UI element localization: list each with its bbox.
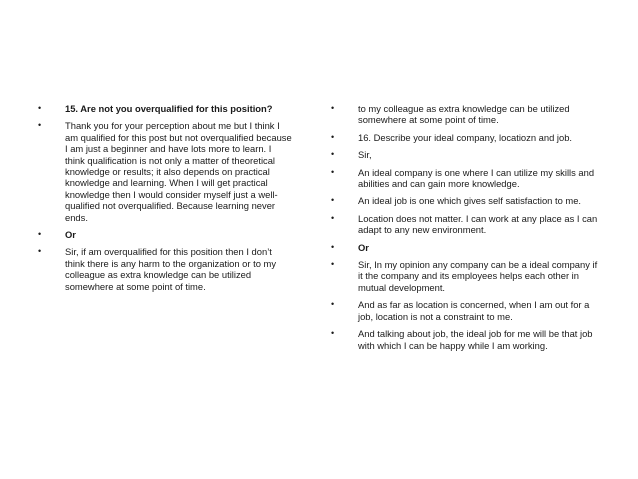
list-item	[331, 132, 603, 143]
bullet-icon: •	[331, 149, 335, 160]
bullet-icon: •	[331, 103, 335, 113]
list-item	[38, 246, 293, 292]
answer-text: Location does not matter. I can work at any place as I can adapt to any new environment.	[358, 212, 598, 236]
left-bullet-list	[38, 103, 293, 292]
list-item	[38, 120, 293, 223]
list-item	[331, 195, 603, 206]
list-item	[331, 149, 603, 160]
answer-text: Sir, if am overqualified for this position then I don’t think there is any harm to the organization or to my colleague as extra knowledge can be utilized somewhere at some point of time.	[65, 246, 277, 292]
list-item	[331, 328, 603, 351]
bullet-icon: •	[331, 259, 335, 270]
bullet-icon: •	[331, 212, 335, 223]
right-column	[331, 103, 603, 357]
answer-text: And as far as location is concerned, when I am out for a job, location is not a constraint to me.	[358, 299, 590, 322]
bullet-icon: •	[38, 120, 42, 131]
answer-text: An ideal company is one where I can utilize my skills and abilities and can gain more knowledge.	[358, 166, 595, 190]
list-item	[331, 167, 603, 190]
question-16-heading: 16. Describe your ideal company, locatiozn and job.	[358, 131, 573, 143]
continued-text: to my colleague as extra knowledge can be utilized somewhere at some point of time.	[358, 103, 570, 126]
bullet-icon: •	[331, 166, 335, 177]
list-item	[331, 242, 603, 253]
or-separator: Or	[65, 229, 76, 241]
bullet-icon: •	[331, 195, 335, 206]
question-15-heading: 15. Are not you overqualified for this position?	[65, 103, 273, 114]
list-item	[38, 229, 293, 240]
bullet-icon: •	[331, 241, 335, 252]
answer-text: And talking about job, the ideal job for me will be that job with which I can be happy while I am working.	[358, 328, 593, 351]
list-item	[331, 299, 603, 322]
answer-text: Sir,	[358, 149, 372, 161]
list-item	[331, 259, 603, 293]
list-item	[331, 213, 603, 236]
bullet-icon: •	[331, 299, 335, 310]
bullet-icon: •	[38, 246, 42, 257]
right-bullet-list	[331, 103, 603, 351]
list-item	[331, 103, 603, 126]
answer-text: An ideal job is one which gives self satisfaction to me.	[358, 195, 582, 207]
or-separator: Or	[358, 241, 369, 253]
list-item	[38, 103, 293, 114]
bullet-icon: •	[331, 328, 335, 339]
bullet-icon: •	[38, 229, 42, 240]
answer-text: Thank you for your perception about me but I think I am qualified for this post but not overqualified because I am just a beginner and have lots more to learn. I think qualification is not only a matter of theoretical knowledge or results; it also depends on practical knowledge and learning. When I will get practical knowledge then I would consider myself just a well-qualified not overqualified. Because learning never ends.	[65, 120, 292, 223]
bullet-icon: •	[38, 103, 42, 113]
left-column	[38, 103, 293, 298]
answer-text: Sir, In my opinion any company can be a ideal company if it the company and its employees helps each other in mutual development.	[358, 259, 598, 293]
bullet-icon: •	[331, 131, 335, 142]
